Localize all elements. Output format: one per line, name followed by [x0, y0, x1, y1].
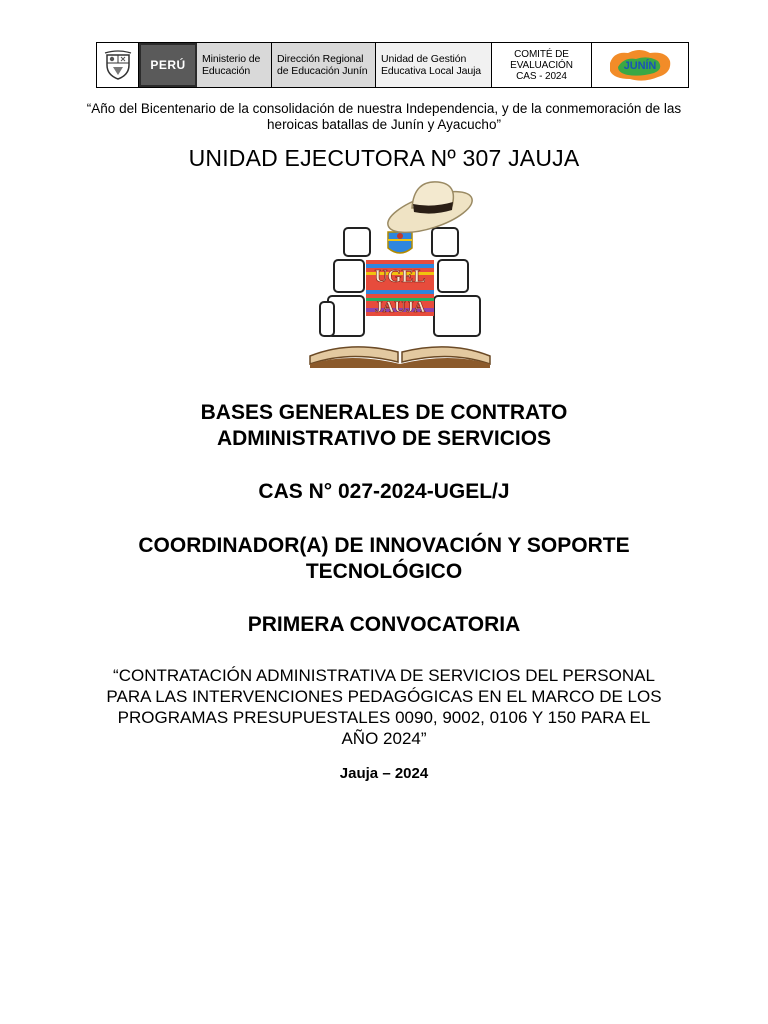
- header-strip: [96, 42, 689, 88]
- committee-line3: CAS - 2024: [516, 70, 567, 82]
- bases-title: [0, 400, 768, 452]
- ministry-line1: Ministerio de: [202, 53, 261, 65]
- junin-region-logo: [592, 43, 688, 87]
- position-line1: COORDINADOR(A) DE INNOVACIÓN Y SOPORTE: [138, 534, 630, 557]
- dre-label: [272, 43, 376, 87]
- ugel-label: [376, 43, 492, 87]
- junin-logo-text: JUNÍN: [623, 60, 657, 72]
- position-title: [0, 533, 768, 585]
- cas-code: CAS N° 027-2024-UGEL/J: [258, 480, 510, 503]
- committee-line1: COMITÉ DE: [514, 48, 569, 60]
- coat-of-arms-icon: [97, 43, 139, 87]
- dre-line2: de Educación Junín: [277, 65, 368, 77]
- logo-word-jauja: JAUJA: [374, 299, 426, 316]
- committee-label: [492, 43, 592, 87]
- year-motto: “Año del Bicentenario de la consolidación de nuestra Independencia, y de la conmemoración de las heroicas batallas de Junín y Ayacucho”: [86, 101, 682, 132]
- ugel-line2: Educativa Local Jauja: [381, 65, 482, 77]
- ministry-label: [197, 43, 272, 87]
- position-line2: TECNOLÓGICO: [305, 560, 463, 583]
- committee-line2: EVALUACIÓN: [510, 59, 573, 71]
- logo-word-ugel: UGEL: [374, 266, 426, 286]
- peru-label: PERÚ: [139, 43, 197, 87]
- place-date: Jauja – 2024: [339, 765, 429, 782]
- bases-line1: BASES GENERALES DE CONTRATO: [200, 401, 568, 424]
- ministry-line2: Educación: [202, 65, 251, 77]
- bases-line2: ADMINISTRATIVO DE SERVICIOS: [216, 427, 552, 450]
- contract-description: “CONTRATACIÓN ADMINISTRATIVA DE SERVICIOS DEL PERSONAL PARA LAS INTERVENCIONES PEDAGÓGICAS EN EL MARCO DE LOS PROGRAMAS PRESUPUESTALES 0090, 9002, 0106 Y 150 PARA EL AÑO 2024”: [106, 666, 662, 748]
- executing-unit-title: UNIDAD EJECUTORA Nº 307 JAUJA: [188, 145, 580, 171]
- ugel-line1: Unidad de Gestión: [381, 53, 467, 65]
- ugel-jauja-logo: [300, 172, 500, 368]
- call-title: PRIMERA CONVOCATORIA: [247, 613, 521, 636]
- dre-line1: Dirección Regional: [277, 53, 364, 65]
